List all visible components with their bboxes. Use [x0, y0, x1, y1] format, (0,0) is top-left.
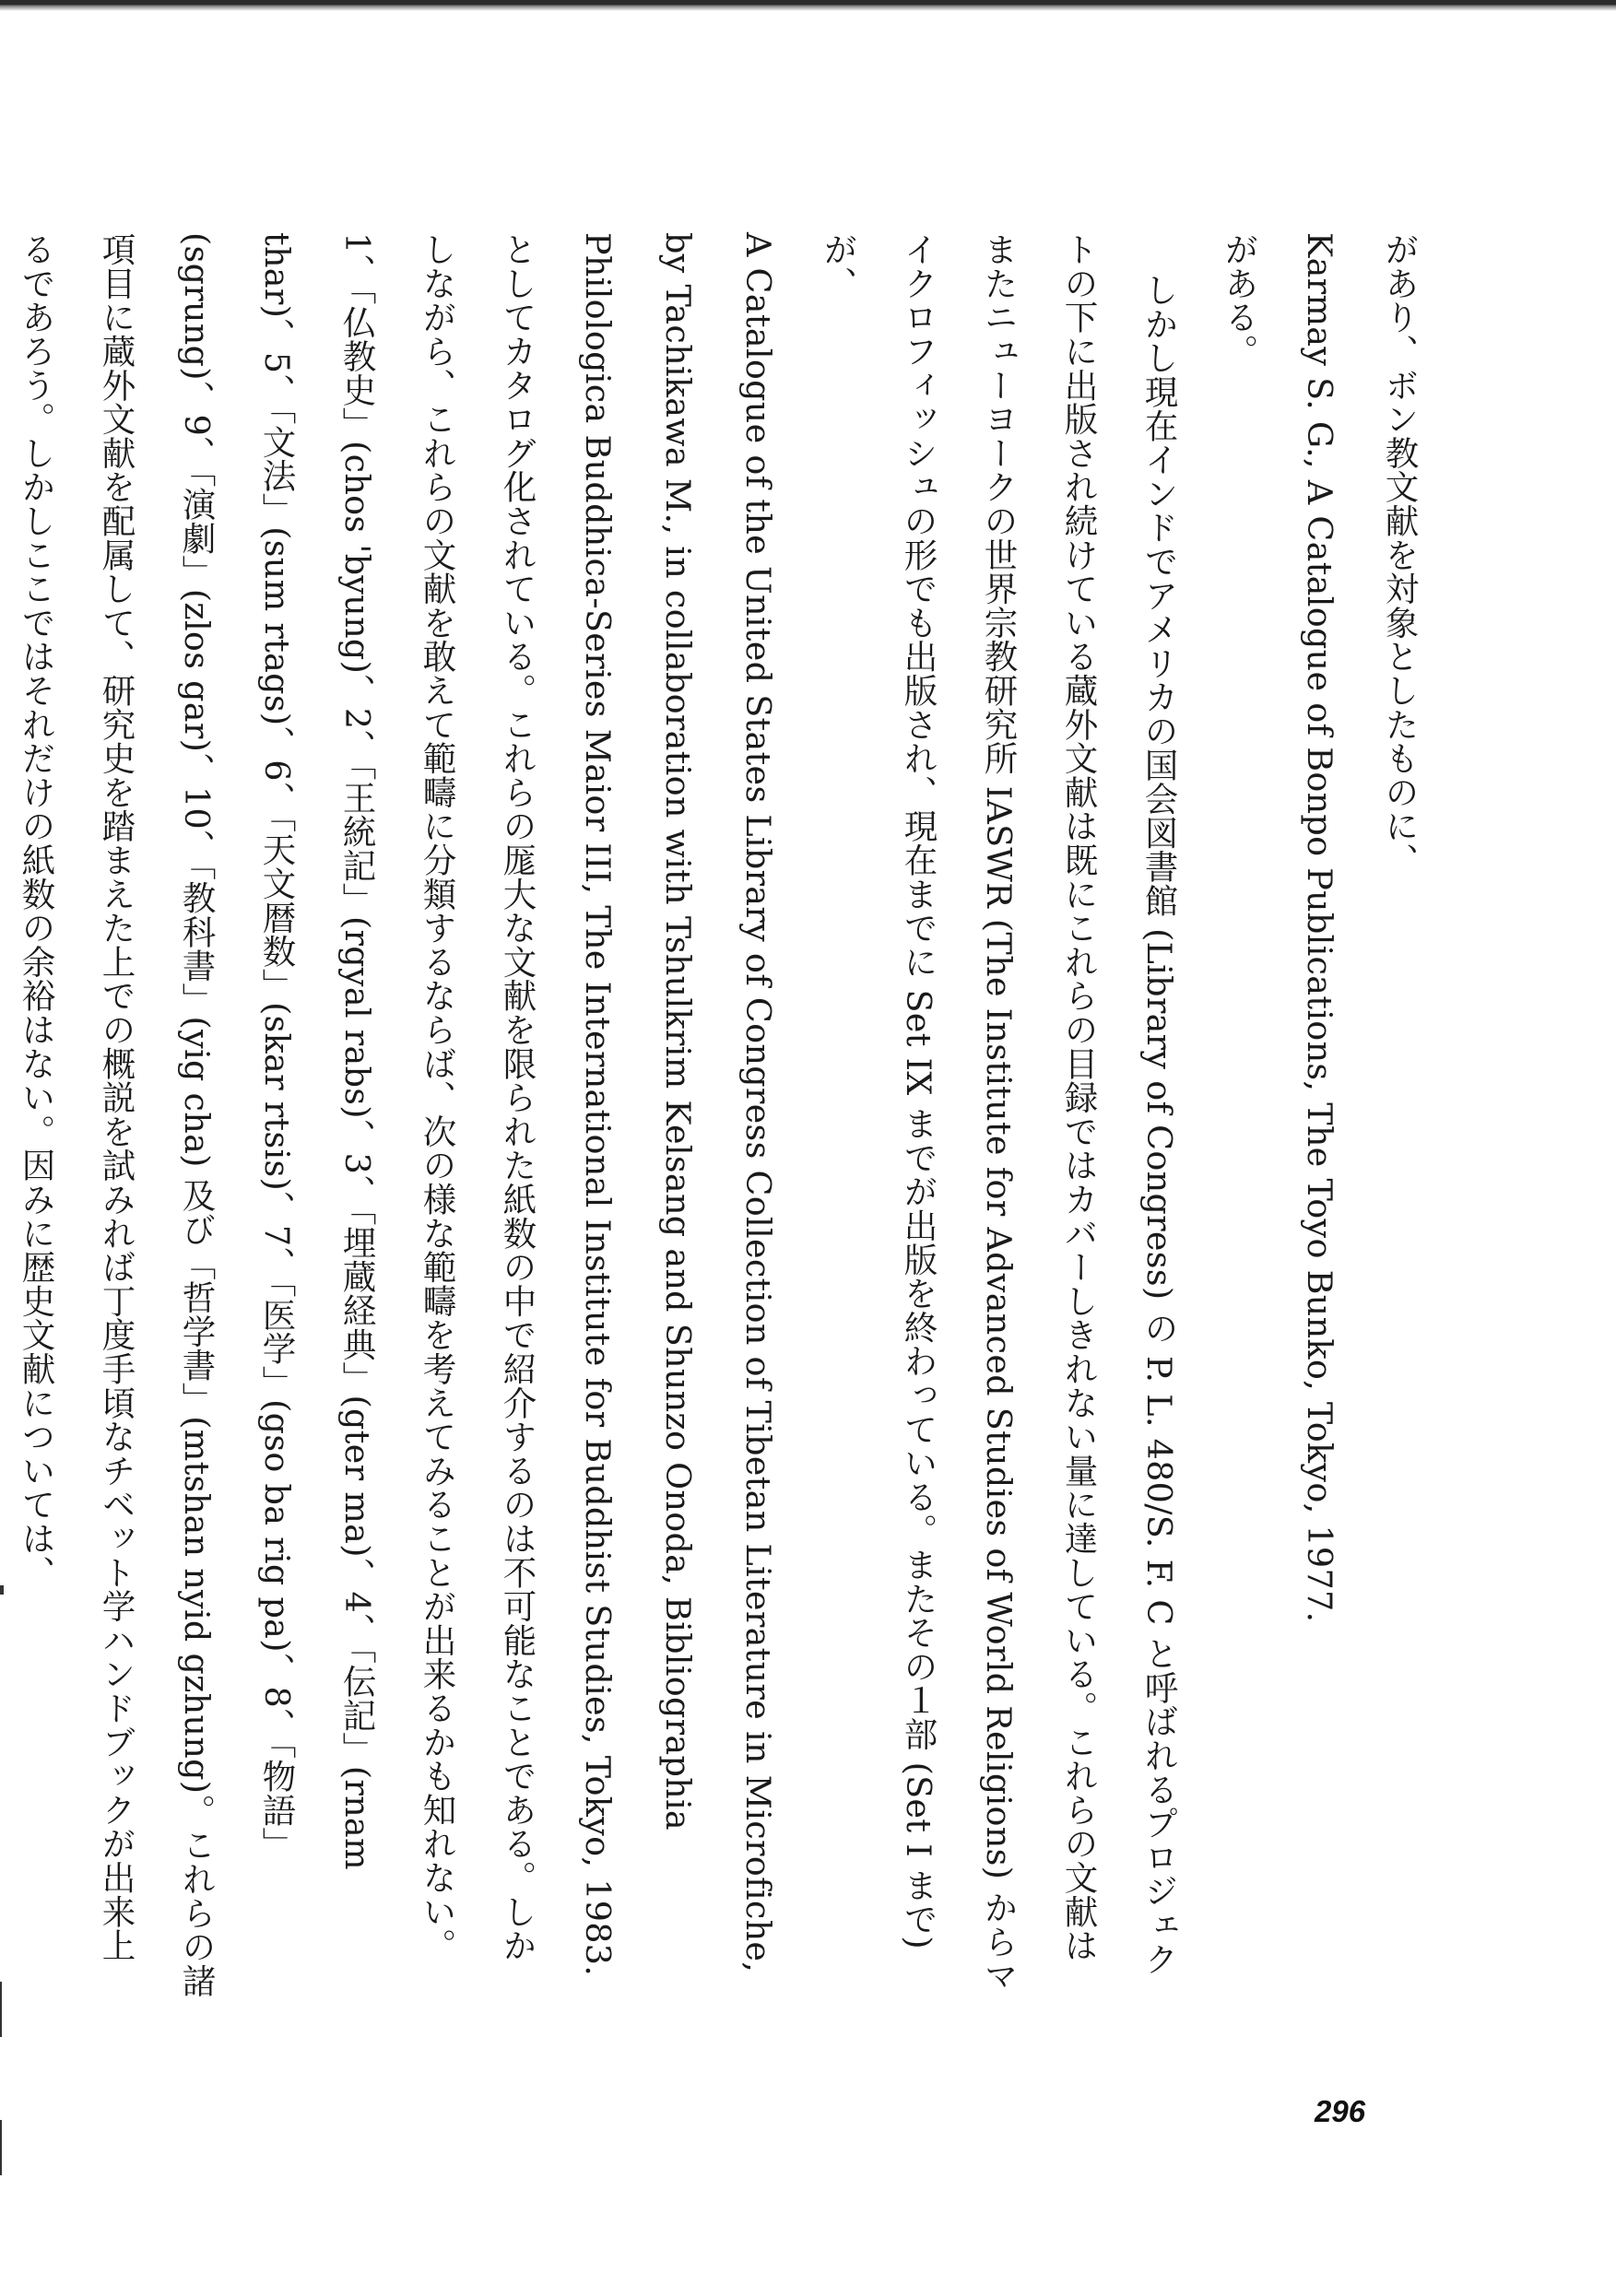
text-line: thar)、5、「文法」(sum rtags)、6、「天文暦数」(skar rtsis)、7、「医学」(gso ba rig pa)、8、「物語」 — [257, 232, 297, 1861]
text-line: としてカタログ化されている。これらの厖大な文献を限られた紙数の中で紹介するのは不可能なことである。しか — [498, 232, 537, 1962]
page-number: 296 — [1315, 2094, 1366, 2128]
text-line: がある。 — [1220, 232, 1259, 369]
text-line: が、 — [819, 232, 858, 300]
scan-margin-mark — [0, 2120, 2, 2175]
text-line: イクロフィッシュの形でも出版され、現在までに Set IX までが出版を終わっている。またその１部 (Set I まで) — [899, 232, 938, 1949]
text-line-citation: Philologica Buddhica-Series Maior III, The International Institute for Buddhist Studies, Tokyo, 1983. — [578, 232, 618, 1977]
text-line: 項目に蔵外文献を配属して、研究史を踏まえた上での概説を試みれば丁度手頃なチベット学ハンドブックが出来上 — [97, 232, 136, 1962]
text-line-citation: Karmay S. G., A Catalogue of Bonpo Publications, The Toyo Bunko, Tokyo, 1977. — [1300, 232, 1339, 1623]
text-line: があり、ボン教文献を対象としたものに、 — [1380, 232, 1420, 877]
text-line: またニューヨークの世界宗教研究所 IASWR (The Institute for Advanced Studies of World Religions) からマ — [979, 232, 1019, 1993]
text-line: トの下に出版され続けている蔵外文献は既にこれらの目録ではカバーしきれない量に達している。これらの文献は — [1059, 232, 1099, 1962]
scan-top-edge — [0, 0, 1616, 11]
text-line-citation: A Catalogue of the United States Library of Congress Collection of Tibetan Literature in Microfiche, — [738, 232, 778, 1973]
text-line: しながら、これらの文献を敢えて範疇に分類するならば、次の様な範疇を考えてみることが出来るかも知れない。 — [418, 232, 457, 1962]
text-line: 1、「仏教史」(chos 'byung)、2、「王統記」(rgyal rabs)、3、「埋蔵経典」(gter ma)、4、「伝記」(rnam — [337, 232, 377, 1870]
text-line: しかし現在インドでアメリカの国会図書館 (Library of Congress) の P. L. 480/S. F. C と呼ばれるプロジェク — [1139, 273, 1179, 1976]
text-line-citation: by Tachikawa M., in collaboration with Tshulkrim Kelsang and Shunzo Onoda, Bibliographia — [658, 232, 698, 1831]
page-body-text — [17, 232, 1440, 2103]
text-line: (sgrung)、9、「演劇」(zlos gar)、10、「教科書」(yig cha) 及び「哲学書」(mtshan nyid gzhung)。これらの諸 — [177, 232, 217, 1998]
text-line: るであろう。しかしここではそれだけの紙数の余裕はない。因みに歴史文献については、 — [17, 232, 56, 1589]
